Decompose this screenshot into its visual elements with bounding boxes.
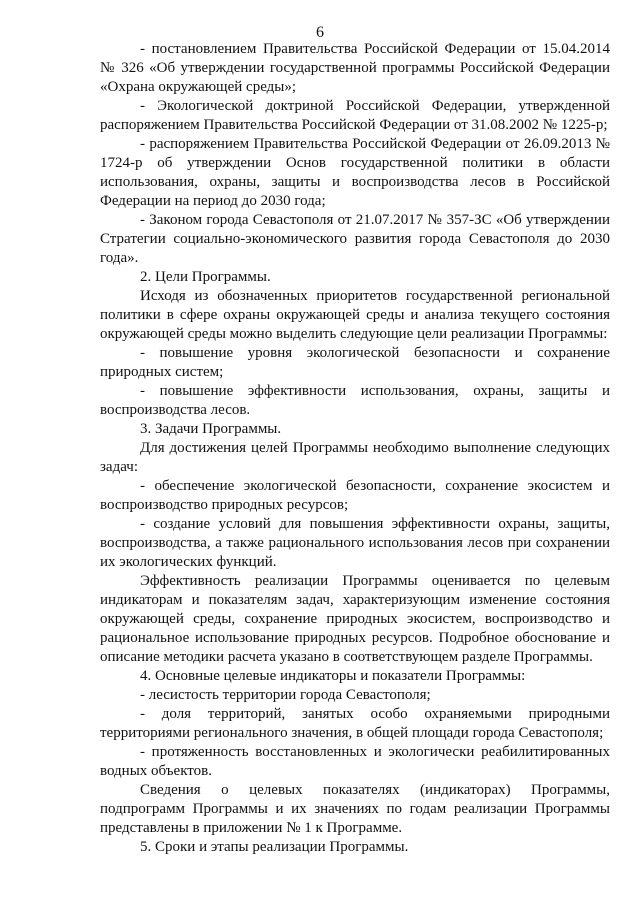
task-item-forest-conditions: - создание условий для повышения эффективности охраны, защиты, воспроизводства, а также рационального использования лесов при сохранении их экологических функций. (100, 516, 610, 570)
section-heading-goals: 2. Цели Программы. (140, 269, 271, 285)
section-heading-tasks: 3. Задачи Программы. (140, 421, 282, 437)
task-item-ecological-safety: - обеспечение экологической безопасности, сохранение экосистем и воспроизводство природных ресурсов; (100, 478, 610, 513)
basis-item-forest-policy-order: - распоряжением Правительства Российской Федерации от 26.09.2013 № 1724-р об утверждении Основ государственной политики в области использования, охраны, защиты и воспроизводства лесов в Российской Федерации на период до 2030 года; (100, 136, 610, 209)
effectiveness-paragraph: Эффективность реализации Программы оценивается по целевым индикаторам и показателям задач, характеризующим изменение состояния окружающей среды, сохранение природных экосистем, воспроизводство и рациональное использование природных ресурсов. Подробное обоснование и описание методики расчета указано в соответствующем разделе Программы. (100, 573, 610, 665)
tasks-intro-paragraph: Для достижения целей Программы необходимо выполнение следующих задач: (100, 440, 610, 475)
goals-intro-paragraph: Исходя из обозначенных приоритетов государственной региональной политики в сфере охраны окружающей среды и анализа текущего состояния окружающей среды можно выделить следующие цели реализации Программы: (100, 288, 610, 342)
goal-item-forest-efficiency: - повышение эффективности использования, охраны, защиты и воспроизводства лесов. (100, 383, 610, 418)
basis-item-sevastopol-law: - Законом города Севастополя от 21.07.2017 № 357-ЗС «Об утверждении Стратегии социально-экономического развития города Севастополя до 2030 года». (100, 212, 610, 266)
indicator-item-water-bodies: - протяженность восстановленных и экологически реабилитированных водных объектов. (100, 744, 610, 779)
basis-item-ecological-doctrine: - Экологической доктриной Российской Федерации, утвержденной распоряжением Правительства Российской Федерации от 31.08.2002 № 1225-р; (100, 98, 610, 133)
indicators-reference-paragraph: Сведения о целевых показателях (индикаторах) Программы, подпрограмм Программы и их значениях по годам реализации Программы представлены в приложении № 1 к Программе. (100, 782, 610, 836)
document-body (100, 40, 610, 857)
goal-item-ecological-safety: - повышение уровня экологической безопасности и сохранение природных систем; (100, 345, 610, 380)
indicator-item-protected-areas: - доля территорий, занятых особо охраняемыми природными территориями регионального значения, в общей площади города Севастополя; (100, 706, 610, 741)
page-number: 6 (316, 24, 324, 41)
basis-item-government-decree-326: - постановлением Правительства Российской Федерации от 15.04.2014 № 326 «Об утверждении государственной программы Российской Федерации «Охрана окружающей среды»; (100, 41, 610, 95)
section-heading-indicators: 4. Основные целевые индикаторы и показатели Программы: (140, 668, 526, 684)
section-heading-timeline: 5. Сроки и этапы реализации Программы. (140, 839, 409, 855)
indicator-item-forest-cover: - лесистость территории города Севастополя; (140, 687, 431, 703)
